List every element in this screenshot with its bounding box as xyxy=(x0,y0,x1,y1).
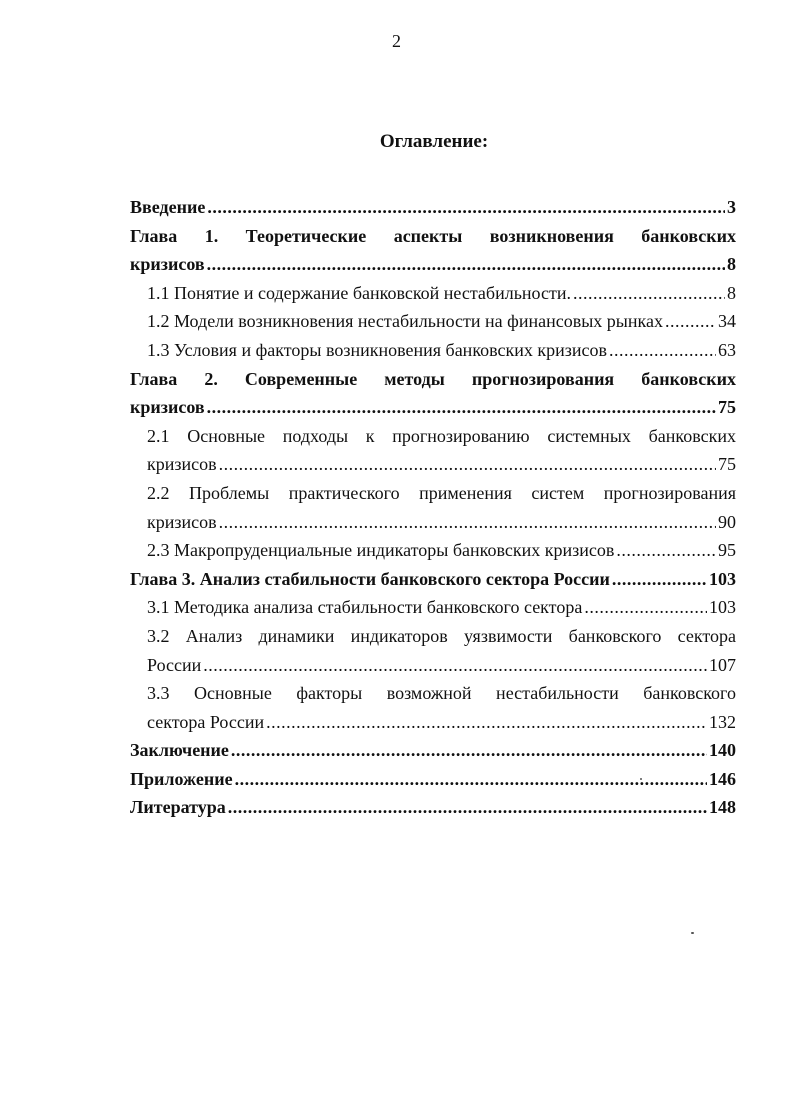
toc-entry-label: 3.1 Методика анализа стабильности банковского сектора xyxy=(147,597,583,618)
toc-entry-chapter-2[interactable] xyxy=(130,365,736,422)
toc-entry-page: 140 xyxy=(709,740,736,761)
toc-entry-page: 107 xyxy=(709,654,736,675)
toc-entry-page: 146 xyxy=(709,768,736,789)
dot-leader xyxy=(228,793,707,822)
toc-entry-conclusion[interactable] xyxy=(130,736,736,765)
scan-speck xyxy=(640,778,642,780)
dot-leader xyxy=(219,508,716,537)
toc-entry-label: 2.2 Проблемы практического применения систем прогнозирования xyxy=(147,482,736,503)
toc-entry-label: 1.3 Условия и факторы возникновения банковских кризисов xyxy=(147,339,608,360)
toc-entry-page: 75 xyxy=(718,397,736,418)
toc-entry-label: Глава 3. Анализ стабильности банковского сектора России xyxy=(130,568,610,589)
toc-entry-label: Глава 2. Современные методы прогнозирования банковских xyxy=(130,368,736,389)
dot-leader xyxy=(612,565,707,594)
toc-entry-label-continued: кризисов xyxy=(130,254,205,275)
toc-entry-chapter-1[interactable] xyxy=(130,222,736,279)
toc-entry-section-1-3[interactable] xyxy=(147,336,736,365)
toc-entry-label: 2.1 Основные подходы к прогнозированию системных банковских xyxy=(147,425,736,446)
dot-leader xyxy=(665,307,716,336)
dot-leader xyxy=(231,736,707,765)
dot-leader xyxy=(609,336,716,365)
dot-leader xyxy=(219,450,716,479)
toc-entry-page: 95 xyxy=(718,540,736,561)
toc-entry-page: 63 xyxy=(718,339,736,360)
toc-entry-page: 103 xyxy=(709,568,736,589)
toc-entry-page: 103 xyxy=(709,597,736,618)
toc-entry-section-3-2[interactable] xyxy=(147,622,736,679)
toc-entry-label: Введение xyxy=(130,197,206,217)
toc-entry-page: 3 xyxy=(727,197,736,217)
toc-entry-label: Приложение xyxy=(130,768,233,789)
toc-entry-section-3-1[interactable] xyxy=(147,593,736,622)
dot-leader xyxy=(266,708,707,737)
toc-entry-section-1-1[interactable] xyxy=(147,279,736,308)
toc-entry-label: Глава 1. Теоретические аспекты возникновения банковских xyxy=(130,225,736,246)
toc-entry-section-3-3[interactable] xyxy=(147,679,736,736)
toc-entry-introduction[interactable] xyxy=(130,193,736,222)
dot-leader xyxy=(235,765,707,794)
scan-speck xyxy=(691,932,694,934)
toc-entry-label: 3.3 Основные факторы возможной нестабильности банковского xyxy=(147,683,736,704)
dot-leader xyxy=(207,250,725,279)
toc-entry-label: Литература xyxy=(130,797,226,818)
toc-entry-section-2-3[interactable] xyxy=(147,536,736,565)
toc-entry-label: 2.3 Макропруденциальные индикаторы банковских кризисов xyxy=(147,540,615,561)
toc-entry-label-continued: кризисов xyxy=(147,454,217,475)
toc-entry-section-1-2[interactable] xyxy=(147,307,736,336)
dot-leader xyxy=(207,193,725,222)
toc-entry-label: 1.2 Модели возникновения нестабильности на финансовых рынках xyxy=(147,311,663,332)
dot-leader xyxy=(573,279,725,308)
toc-entry-label: Заключение xyxy=(130,740,229,761)
toc-entry-chapter-3[interactable] xyxy=(130,565,736,594)
table-of-contents xyxy=(130,193,736,822)
toc-entry-page: 75 xyxy=(718,454,736,475)
toc-entry-label-continued: России xyxy=(147,654,202,675)
page-number: 2 xyxy=(392,31,401,51)
toc-entry-section-2-2[interactable] xyxy=(147,479,736,536)
toc-entry-page: 34 xyxy=(718,311,736,332)
toc-entry-page: 148 xyxy=(709,797,736,818)
toc-entry-appendix[interactable] xyxy=(130,765,736,794)
toc-title: Оглавление: xyxy=(379,131,489,152)
toc-entry-label-continued: кризисов xyxy=(130,397,205,418)
toc-entry-page: 8 xyxy=(727,254,736,275)
toc-entry-page: 90 xyxy=(718,511,736,532)
toc-entry-label-continued: кризисов xyxy=(147,511,217,532)
dot-leader xyxy=(207,393,716,422)
toc-entry-page: 132 xyxy=(709,711,736,732)
toc-entry-page: 8 xyxy=(727,282,736,303)
toc-entry-label: 3.2 Анализ динамики индикаторов уязвимости банковского сектора xyxy=(147,625,736,646)
toc-entry-references[interactable] xyxy=(130,793,736,822)
toc-entry-label: 1.1 Понятие и содержание банковской нестабильности. xyxy=(147,282,571,303)
dot-leader xyxy=(584,593,707,622)
toc-entry-label-continued: сектора России xyxy=(147,711,265,732)
toc-entry-section-2-1[interactable] xyxy=(147,422,736,479)
dot-leader xyxy=(616,536,716,565)
dot-leader xyxy=(203,651,707,680)
